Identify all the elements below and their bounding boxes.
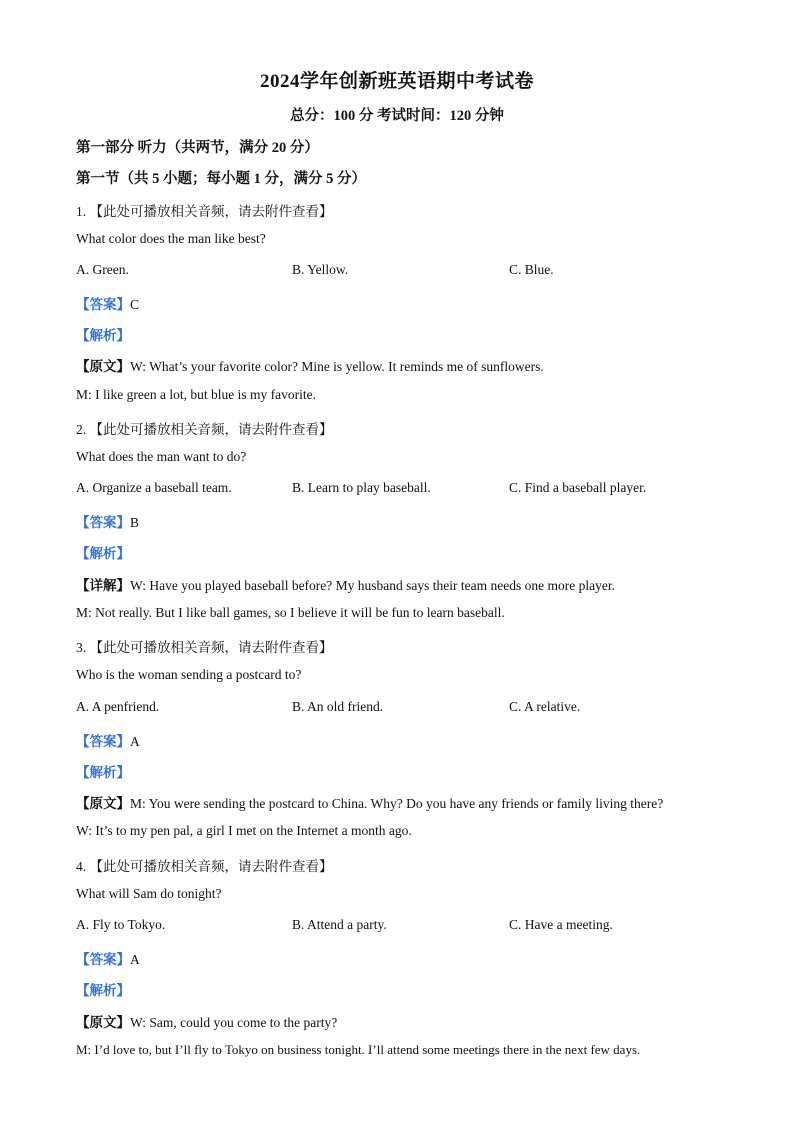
transcript-row-3a: [76, 792, 663, 812]
option-a-4: A. Fly to Tokyo.: [76, 917, 166, 932]
option-c-1: C. Blue.: [509, 262, 554, 277]
analysis-label: 【解析】: [76, 328, 130, 343]
answer-label: 【答案】: [76, 952, 130, 967]
analysis-row-4: [76, 979, 130, 999]
analysis-label: 【解析】: [76, 546, 130, 561]
answer-value-4: A: [130, 952, 140, 967]
transcript-2b: M: Not really. But I like ball games, so I believe it will be fun to learn baseball.: [76, 605, 505, 620]
option-c-4: C. Have a meeting.: [509, 917, 613, 932]
section-title: 第一节（共 5 小题；每小题 1 分，满分 5 分）: [76, 171, 366, 187]
transcript-2a: W: Have you played baseball before? My husband says their team needs one more player.: [130, 578, 615, 593]
transcript-3a: M: You were sending the postcard to China. Why? Do you have any friends or family living there?: [130, 796, 664, 811]
transcript-row-1a: [76, 355, 544, 375]
question-prompt-4: 4. 【此处可播放相关音频，请去附件查看】: [76, 859, 333, 874]
answer-row-1: [76, 293, 139, 313]
analysis-label: 【解析】: [76, 983, 130, 998]
transcript-3b: W: It’s to my pen pal, a girl I met on the Internet a month ago.: [76, 823, 412, 838]
transcript-4b: M: I’d love to, but I’ll fly to Tokyo on business tonight. I’ll attend some meetings there in the next few days.: [76, 1042, 641, 1057]
transcript-tag-2: 【详解】: [76, 578, 130, 593]
analysis-row-3: [76, 761, 130, 781]
part-title: 第一部分 听力（共两节，满分 20 分）: [76, 140, 319, 156]
transcript-1a: W: What’s your favorite color? Mine is yellow. It reminds me of sunflowers.: [130, 359, 544, 374]
option-b-1: B. Yellow.: [292, 262, 349, 277]
question-prompt-3: 3. 【此处可播放相关音频，请去附件查看】: [76, 640, 333, 655]
analysis-row-2: [76, 542, 130, 562]
question-text-3: Who is the woman sending a postcard to?: [76, 667, 302, 682]
option-c-2: C. Find a baseball player.: [509, 480, 647, 495]
transcript-1b: M: I like green a lot, but blue is my favorite.: [76, 387, 316, 402]
option-a-2: A. Organize a baseball team.: [76, 480, 232, 495]
transcript-row-4a: [76, 1011, 337, 1031]
question-text-1: What color does the man like best?: [76, 231, 266, 246]
analysis-label: 【解析】: [76, 765, 130, 780]
answer-label: 【答案】: [76, 734, 130, 749]
transcript-tag-3: 【原文】: [76, 796, 130, 811]
transcript-row-2a: [76, 574, 615, 594]
answer-row-3: [76, 730, 140, 750]
answer-value-3: A: [130, 734, 140, 749]
option-b-3: B. An old friend.: [292, 699, 384, 714]
question-text-4: What will Sam do tonight?: [76, 886, 222, 901]
option-a-1: A. Green.: [76, 262, 129, 277]
question-prompt-1: 1. 【此处可播放相关音频，请去附件查看】: [76, 204, 333, 219]
answer-row-4: [76, 948, 140, 968]
answer-label: 【答案】: [76, 515, 130, 530]
transcript-tag-1: 【原文】: [76, 359, 130, 374]
option-b-2: B. Learn to play baseball.: [292, 480, 431, 495]
option-a-3: A. A penfriend.: [76, 699, 160, 714]
question-prompt-2: 2. 【此处可播放相关音频，请去附件查看】: [76, 422, 333, 437]
answer-label: 【答案】: [76, 297, 130, 312]
exam-info: 总分：100 分 考试时间：120 分钟: [290, 108, 504, 124]
transcript-tag-4: 【原文】: [76, 1015, 130, 1030]
answer-value-1: C: [130, 297, 140, 312]
transcript-4a: W: Sam, could you come to the party?: [130, 1015, 338, 1030]
option-b-4: B. Attend a party.: [292, 917, 387, 932]
question-text-2: What does the man want to do?: [76, 449, 247, 464]
answer-row-2: [76, 511, 139, 531]
answer-value-2: B: [130, 515, 140, 530]
analysis-row-1: [76, 324, 130, 344]
page-title: 2024学年创新班英语期中考试卷: [259, 71, 534, 92]
option-c-3: C. A relative.: [509, 699, 581, 714]
